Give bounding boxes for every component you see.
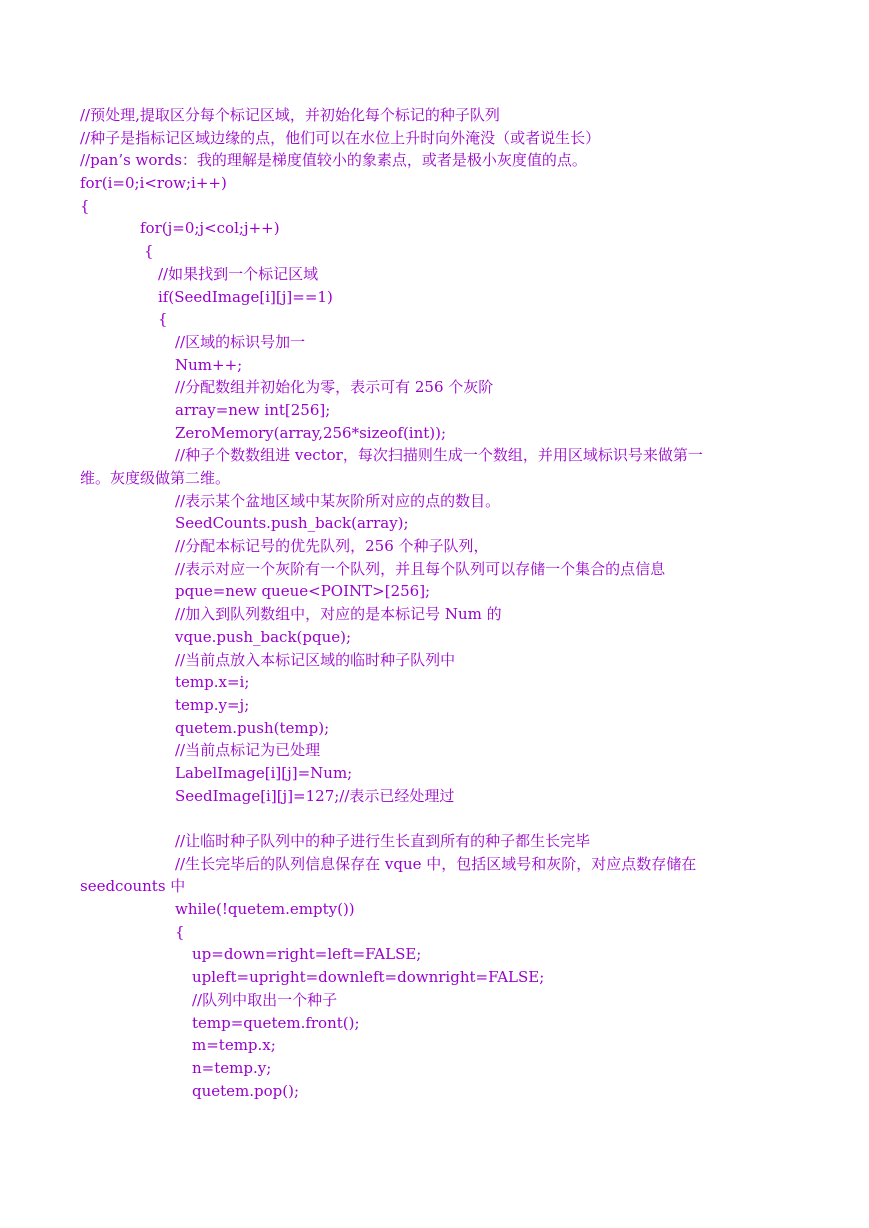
code-line: if(SeedImage[i][j]==1) (158, 287, 333, 306)
code-comment-line: //分配数组并初始化为零，表示可有 256 个灰阶 (175, 378, 494, 397)
code-comment-line: //种子是指标记区域边缘的点，他们可以在水位上升时向外淹没（或者说生长） (80, 128, 601, 147)
code-line: upleft=upright=downleft=downright=FALSE; (192, 968, 545, 987)
code-line: n=temp.y; (192, 1058, 272, 1077)
code-line: quetem.pop(); (192, 1081, 300, 1100)
code-line: LabelImage[i][j]=Num; (175, 763, 353, 782)
code-listing (80, 104, 792, 1102)
code-comment-line: //种子个数数组进 vector，每次扫描则生成一个数组，并用区域标识号来做第一 (175, 446, 703, 465)
code-brace-line: { (144, 242, 154, 261)
code-line: pque=new queue<POINT>[256]; (175, 582, 431, 601)
code-line: for(i=0;i<row;i++) (80, 174, 227, 193)
code-line: array=new int[256]; (175, 400, 331, 419)
code-line: SeedCounts.push_back(array); (175, 514, 409, 533)
code-comment-line: //表示对应一个灰阶有一个队列，并且每个队列可以存储一个集合的点信息 (175, 559, 666, 578)
code-line: m=temp.x; (192, 1036, 276, 1055)
code-comment-line: //分配本标记号的优先队列，256 个种子队列， (175, 537, 489, 556)
code-line: SeedImage[i][j]=127;//表示已经处理过 (175, 786, 455, 805)
code-line: temp=quetem.front(); (192, 1013, 360, 1032)
code-line: temp.x=i; (175, 673, 250, 692)
code-comment-line: //当前点标记为已处理 (175, 741, 321, 760)
code-comment-line: //区域的标识号加一 (175, 332, 306, 351)
code-line: Num++; (175, 355, 243, 374)
code-comment-line: //当前点放入本标记区域的临时种子队列中 (175, 650, 456, 669)
code-brace-line: { (175, 922, 185, 941)
code-comment-line: //队列中取出一个种子 (192, 990, 338, 1009)
code-line: vque.push_back(pque); (175, 627, 352, 646)
code-comment-line: //pan’s words：我的理解是梯度值较小的象素点，或者是极小灰度值的点。 (80, 151, 587, 170)
blank-line (80, 807, 792, 830)
code-comment-line: //预处理,提取区分每个标记区域，并初始化每个标记的种子队列 (80, 106, 500, 124)
code-line: temp.y=j; (175, 695, 250, 714)
code-line: quetem.push(temp); (175, 718, 330, 737)
code-brace-line: { (80, 196, 90, 215)
code-comment-line: //让临时种子队列中的种子进行生长直到所有的种子都生长完毕 (175, 832, 591, 850)
code-comment-line: //如果找到一个标记区域 (158, 264, 319, 283)
code-comment-line: //表示某个盆地区域中某灰阶所对应的点的数目。 (175, 491, 501, 510)
code-line: ZeroMemory(array,256*sizeof(int)); (175, 423, 447, 442)
code-comment-line: //加入到队列数组中，对应的是本标记号 Num 的 (175, 605, 502, 624)
code-comment-line: //生长完毕后的队列信息保存在 vque 中，包括区域号和灰阶，对应点数存储在 (175, 854, 697, 873)
code-line: up=down=right=left=FALSE; (192, 945, 422, 964)
code-line: while(!quetem.empty()) (175, 900, 355, 919)
code-comment-continuation: seedcounts 中 (80, 877, 186, 896)
code-line: for(j=0;j<col;j++) (140, 219, 280, 238)
code-brace-line: { (158, 310, 168, 329)
code-comment-continuation: 维。灰度级做第二维。 (80, 469, 231, 487)
